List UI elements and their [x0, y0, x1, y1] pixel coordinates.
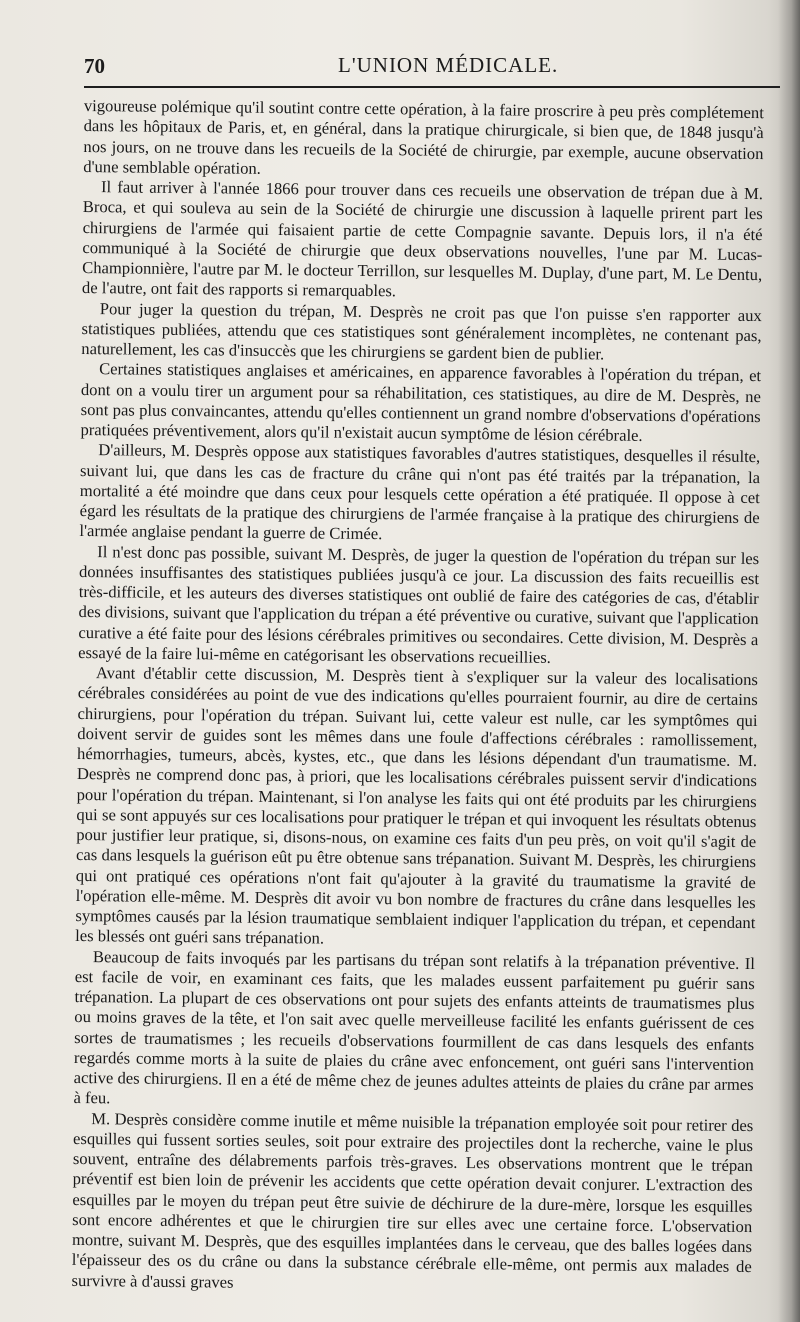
- paragraph: Beaucoup de faits invoqués par les partisans du trépan sont relatifs à la trépanation préventive. Il est facile de voir, en examinant ces faits, que les malades eussent parfaitement pu guérir sans trépanation. La plupart de ces observations ont pour sujets des enfants atteints de traumatismes plus ou moins graves de la tête, et l'on sait avec quelle merveilleuse facilité les enfants guérissent de ces sortes de traumatismes ; les recueils d'observations fourmillent de cas dans lesquels des enfants regardés comme morts à la suite de plaies du crâne avec enfoncement, ont guéri sans l'intervention active des chirurgiens. Il en a été de même chez de jeunes adultes atteints de plaies du crâne par armes à feu.: [73, 946, 756, 1108]
- paragraph: vigoureuse polémique qu'il soutint contre cette opération, à la faire proscrire à peu près complétement dans les hôpitaux de Paris, et, en général, dans la pratique chirurgicale, si bien que, de 1848 jusqu'à nos jours, on ne trouve dans les recueils de la Société de chirurgie, par exemple, aucune observation d'une semblable opération.: [83, 96, 764, 178]
- article-body: [71, 96, 763, 1298]
- paragraph: Il faut arriver à l'année 1866 pour trouver dans ces recueils une observation de trépan due à M. Broca, et qui souleva au sein de la Société de chirurgie une discussion à laquelle prirent part les chirurgiens de l'armée qui faisaient partie de cette Compagnie savante. Depuis lors, il n'a été communiqué à la Société de chirurgie que deux observations nouvelles, l'une par M. Lucas-Championnière, l'autre par M. le docteur Terrillon, sur lesquelles M. Duplay, d'une part, M. Le Dentu, de l'autre, ont fait des rapports si remarquables.: [81, 177, 764, 301]
- paragraph: M. Desprès considère comme inutile et même nuisible la trépanation employée soit pour retirer des esquilles qui fussent sorties seules, soit pour extraire des projectiles dont la recherche, vaine le plus souvent, entraîne des délabrements parfois très-graves. Les observations montrent que le trépan préventif est bien loin de prévenir les accidents que cette opération devait conjurer. L'extraction des esquilles par le moyen du trépan peut être suivie de déchirure de la dure-mère, lorsque les esquilles sont encore adhérentes et que le chirurgien tire sur elles avec une certaine force. L'observation montre, suivant M. Desprès, que des esquilles implantées dans le cerveau, que des balles logées dans l'épaisseur des os du crâne ou dans la substance cérébrale elle-même, ont permis aux malades de survivre à d'aussi graves: [71, 1108, 754, 1292]
- paragraph: Certaines statistiques anglaises et américaines, en apparence favorables à l'opération du trépan, et dont on a voulu tirer un argument pour sa réhabilitation, ces statistiques, au dire de M. Desprès, ne sont pas plus convaincantes, attendu qu'elles contiennent un grand nombre d'observations d'opérations pratiquées préventivement, alors qu'il n'existait aucun symptôme de lésion cérébrale.: [80, 359, 762, 445]
- page-header: [84, 50, 780, 80]
- paragraph: Pour juger la question du trépan, M. Desprès ne croit pas que l'on puisse s'en rapporter aux statistiques publiées, attendu que ces statistiques sont généralement incomplètes, ne contenant pas, naturellement, les cas d'insuccès que les chirurgiens se gardent bien de publier.: [81, 298, 762, 364]
- page-edge-shadow: [778, 0, 800, 1322]
- paragraph: Avant d'établir cette discussion, M. Desprès tient à s'expliquer sur la valeur des localisations cérébrales considérées au point de vue des indications qu'elles pourraient fournir, au dire de certains chirurgiens, pour l'opération du trépan. Suivant lui, cette valeur est nulle, car les symptômes qui doivent servir de guides sont les mêmes dans une foule d'affections cérébrales : ramollissement, hémorrhagies, tumeurs, abcès, kystes, etc., que dans les lésions dépendant d'un traumatisme. M. Desprès ne comprend donc pas, à priori, que les localisations cérébrales puissent servir d'indications pour l'opération du trépan. Maintenant, si l'on analyse les faits qui ont été produits par les chirurgiens qui se sont appuyés sur ces localisations pour pratiquer le trépan et qui invoquent les résultats obtenus pour justifier leur pratique, si, disons-nous, on examine ces faits d'un peu près, on voit qu'il s'agit de cas dans lesquels la guérison eût pu être obtenue sans trépanation. Suivant M. Desprès, les chirurgiens qui ont pratiqué ces opérations n'ont fait qu'ajouter à la gravité du traumatisme la gravité de l'opération elle-même. M. Desprès dit avoir vu bon nombre de fractures du crâne dans lesquelles les symptômes causés par la lésion traumatique semblaient indiquer l'application du trépan, et cependant les blessés ont guéri sans trépanation.: [75, 663, 759, 948]
- paragraph: D'ailleurs, M. Desprès oppose aux statistiques favorables d'autres statistiques, desquelles il résulte, suivant lui, que dans les cas de fracture du crâne qui n'ont pas été traités par la trépanation, la mortalité a été moindre que dans ceux pour lesquels cette opération a été pratiquée. Il oppose à cet égard les résultats de la pratique des chirurgiens de l'armée française à la pratique des chirurgiens de l'armée anglaise pendant la guerre de Crimée.: [79, 440, 761, 544]
- running-head: L'UNION MÉDICALE.: [338, 53, 559, 77]
- header-rule: [84, 86, 780, 88]
- page-number: 70: [84, 54, 105, 78]
- paragraph: Il n'est donc pas possible, suivant M. Desprès, de juger la question de l'opération du trépan sur les données insuffisantes des statistiques publiées jusqu'à ce jour. La discussion des faits recueillis est très-difficile, et les auteurs des diverses statistiques ont oublié de faire des catégories de cas, d'établir des divisions, suivant que l'application du trépan a été préventive ou curative, suivant que l'application curative a été faite pour des lésions cérébrales primitives ou secondaires. Cette division, M. Desprès a essayé de la faire lui-même en catégorisant les observations recueillies.: [78, 541, 760, 667]
